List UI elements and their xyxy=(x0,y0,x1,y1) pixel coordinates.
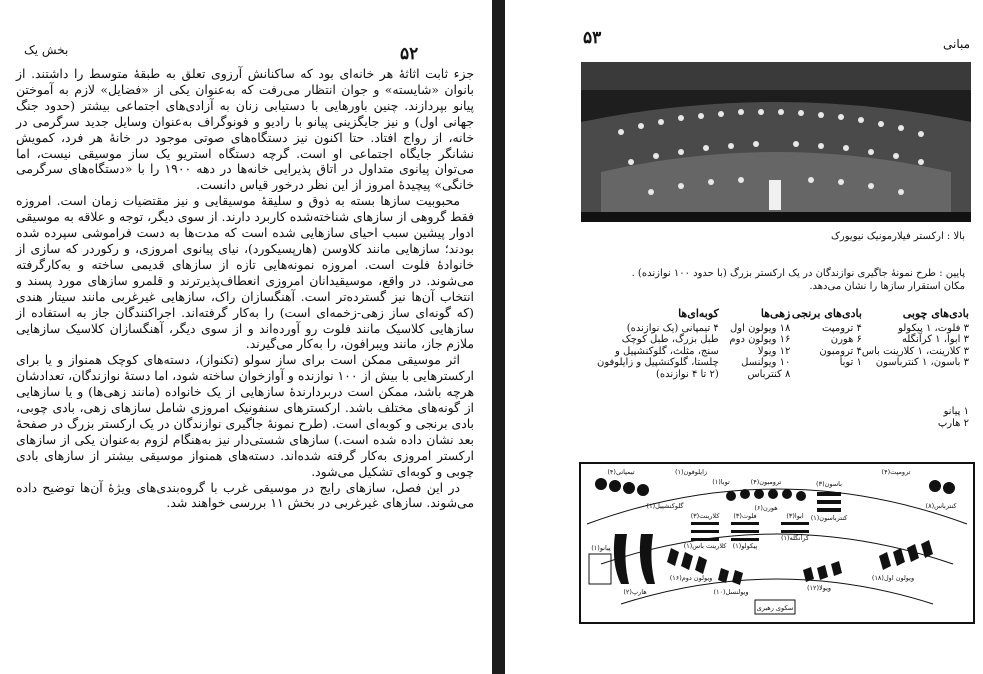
list-item: ۱ توبا xyxy=(839,357,862,368)
list-item: ۳ کلارینت، ۱ کلارینت باس xyxy=(861,345,969,357)
photo-caption: بالا : ارکستر فیلارمونیک نیویورک xyxy=(830,231,965,242)
orchestra-photo xyxy=(581,62,971,222)
diagram-label: کرآنگله(۱) xyxy=(780,534,810,542)
list-item: ۱۰ ویولنسل xyxy=(741,357,791,368)
column-title: زهی‌ها xyxy=(760,307,791,320)
paragraph: محبوبیت سازها بسته به ذوق و سلیقهٔ موسیقایی و نیز مقتضیات زمان است. امروزه فقط گروهی از سازهای شناخته‌شده کاربرد دارند. از سوی دیگر، توجه و علاقه به موسیقی ادوار پیشین سبب احیای سازهایی شده است که مدت‌ها به دست فراموشی سپرده شده بودند؛ سازهایی مانند کلاوسن (هارپسیکورد)، نیای پیانوی امروزی، و رکوردر که سازی از خانوادهٔ فلوت است. امروزه نمونه‌هایی تازه از سازهای قدیمی ساخته و به‌کارگرفته می‌شوند. در واقع، موسیقیدانان امروزی انعطاف‌پذیرترند و قلمرو سازهای مورد پسند و انتخاب آن‌ها نیز گسترده‌تر است. آهنگسازان راک، سازهایی غیرغربی مانند سیتار هندی (که گونه‌ای ساز زهی-زخمه‌ای است) را به‌کار گرفته‌اند. اجراکنندگان جاز به استفاده از سازهایی کلاسیک مانند فلوت رو آورده‌اند و از سوی دیگر، آهنگسازان کلاسیک سازهایی ملازم جاز، مانند ویبرافون، را به‌کار می‌گیرند. xyxy=(16,193,474,352)
paragraph: اثر موسیقی ممکن است برای ساز سولو (تکنواز)، دسته‌های کوچک همنواز و یا برای ارکسترهایی با بیش از ۱۰۰ نوازنده و آوازخوان ساخته شود، اما دستهٔ نوازندگان، تعدادشان هرچه باشد، ممکن است دربردارندهٔ سازهایی از یک خانواده (مانند زهی‌ها) و یا سازهایی از گونه‌های مختلف باشد. ارکسترهای سنفونیک امروزی شامل سازهای زهی، بادی چوبی، بادی برنجی و کوبه‌ای است. (طرح نمونهٔ جاگیری نوازندگان در یک ارکستر بزرگ در صفحهٔ بعد نشان داده شده است.) سازهای شستی‌دار نیز به‌هنگام لزوم به‌عنوان یکی از سازهای ارکستر امروزی به‌کار گرفته شده‌اند. دسته‌های همنواز موسیقی بیشتر از سازهای بادی چوبی و کوبه‌ای تشکیل می‌شود. xyxy=(16,352,474,479)
percussion-column xyxy=(597,308,719,398)
diagram-label: توبا(۱) xyxy=(712,478,730,486)
strings-column xyxy=(719,308,791,398)
diagram-caption: پایین : طرح نمونهٔ جاگیری نوازندگان در یک ارکستر بزرگ (با حدود ۱۰۰ نوازنده) . xyxy=(631,268,965,279)
extra-instruments xyxy=(895,406,969,430)
list-item: ۱ پیانو xyxy=(943,406,969,417)
diagram-caption: مکان استقرار سازها را نشان می‌دهد. xyxy=(809,281,965,292)
list-item: ۳ فلوت، ۱ پیکولو xyxy=(898,322,969,334)
diagram-label: ویولنسل(۱۰) xyxy=(713,588,749,596)
diagram-label: کلارینت باس(۱) xyxy=(683,542,727,550)
page-number: ۵۲ xyxy=(400,44,419,64)
running-head: بخش یک xyxy=(24,43,69,57)
list-item: ۱۶ ویولون دوم xyxy=(729,334,791,345)
diagram-label: ترومبون(۴) xyxy=(750,478,782,486)
diagram-label: کلارینت(۳) xyxy=(690,512,720,520)
right-page xyxy=(505,0,983,674)
diagram-label: ویولا(۱۲) xyxy=(806,584,832,592)
list-item: چلستا، گلوکنشپیل و زایلوفون xyxy=(597,357,719,368)
brass-column xyxy=(790,308,862,398)
woodwinds-column xyxy=(862,308,969,398)
diagram-label: کنترباسون(۱) xyxy=(810,514,848,522)
diagram-label: گلوکنشپیل(۱) xyxy=(646,502,684,510)
list-item: سنج، مثلث، گلوکنشپیل و xyxy=(615,345,719,357)
list-item: ۳ باسون، ۱ کنترباسون xyxy=(875,357,969,368)
diagram-label: کنترباس(۸) xyxy=(925,502,957,510)
column-title: بادی‌های چوبی xyxy=(902,307,969,320)
list-item: طبل بزرگ، طبل کوچک xyxy=(621,334,719,345)
list-item: ۴ تیمپانی (یک نوازنده) xyxy=(626,322,719,334)
list-item: ۱۸ ویولون اول xyxy=(730,322,791,334)
diagram-label: سکوی رهبری xyxy=(756,604,794,612)
diagram-label: تیمپانی(۴) xyxy=(607,468,635,476)
paragraph: جزء ثابت اثاثهٔ هر خانه‌ای بود که ساکنانش آرزوی تعلق به طبقهٔ متوسط را داشتند. از بانوان «شایسته» و جوان انتظار می‌رفت که به‌عنوان یکی از «فضایل» لازم به آموختن پیانو بپردازند. چنین باورهایی با دستیابی زنان به آزادی‌های اجتماعی بیشتر (حدود جنگ جهانی اول) و نیز جایگزینی پیانو با رادیو و فونوگراف به‌عنوان وسایل جدید سرگرمی در خانه، از رواج افتاد. حتا اکنون نیز دستگاه‌های صوتی موجود در خانهٔ هر فرد، کمویش نشانگر جایگاه اجتماعی او است. گرچه دستگاه استریو یک ساز موسیقی نیست، اما می‌توان پیانوی متداول در اتاق پذیرایی خانه‌ها در دهه ۱۹۰۰ را با «دستگاه‌های سرگرمی خانگی» پیچیدهٔ امروز از این نظر درخور قیاس دانست. xyxy=(16,66,474,193)
diagram-label: فلوت(۳) xyxy=(733,512,757,520)
list-item: ۳ ابوا، ۱ کرآنگله xyxy=(901,334,969,345)
diagram-label: ویولون اول(۱۸) xyxy=(871,574,915,582)
body-text xyxy=(16,66,474,511)
list-item: (۲ تا ۴ نوازنده) xyxy=(656,368,719,380)
diagram-label: ویولون دوم(۱۶) xyxy=(669,574,713,582)
diagram-label: پیکولو(۱) xyxy=(732,542,758,550)
column-title: کوبه‌ای‌ها xyxy=(678,307,719,320)
paragraph: در این فصل، سازهای رایج در موسیقی غرب با گروه‌بندی‌های ویژهٔ آن‌ها توضیح داده می‌شوند. سازهای غیرغربی در بخش ۱۱ بررسی خواهند شد. xyxy=(16,479,474,511)
list-item: ۴ ترومبون xyxy=(819,345,862,357)
list-item: ۱۲ ویولا xyxy=(757,345,791,357)
page-number: ۵۳ xyxy=(583,28,602,48)
diagram-label: باسون(۳) xyxy=(816,480,842,488)
list-item: ۴ ترومپت xyxy=(822,322,862,334)
list-item: ۶ هورن xyxy=(830,334,862,345)
column-title: بادی‌های برنجی xyxy=(791,307,862,320)
running-head: مبانی xyxy=(943,37,971,51)
diagram-label: هارپ(۲) xyxy=(623,588,647,596)
book-gutter xyxy=(492,0,505,674)
diagram-label: ابوا(۳) xyxy=(786,512,804,520)
diagram-label: پیانو(۱) xyxy=(591,544,611,552)
seating-diagram xyxy=(579,462,975,624)
list-item: ۸ کنترباس xyxy=(747,368,791,380)
instrument-table xyxy=(597,308,969,398)
diagram-label: ترومپت(۴) xyxy=(881,468,911,476)
list-item: ۲ هارپ xyxy=(937,418,969,429)
diagram-label: زایلوفون(۱) xyxy=(674,468,708,476)
diagram-label: هورن(۶) xyxy=(754,504,778,512)
